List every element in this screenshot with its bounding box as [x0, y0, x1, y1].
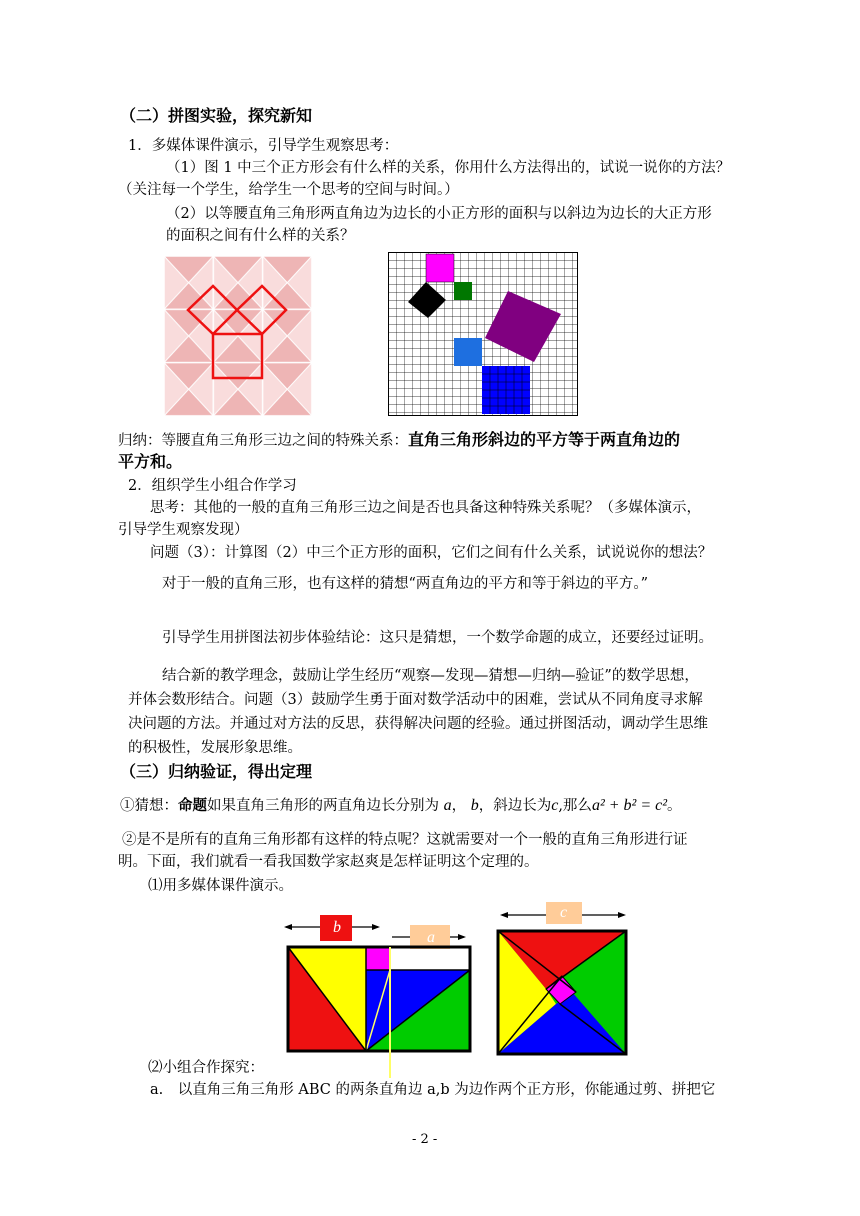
- var-b: b: [470, 797, 479, 814]
- guess-line: 对于一般的直角三形，也有这样的猜想“两直角边的平方和等于斜边的平方。”: [162, 576, 649, 592]
- label-c: c: [560, 904, 568, 921]
- figure-1-tile-pattern: [164, 256, 312, 416]
- paragraph-line-1: 结合新的教学理念，鼓励让学生经历“观察—发现—猜想—归纳—验证”的数学思想，: [162, 668, 699, 684]
- guide-line: 引导学生用拼图法初步体验结论：这只是猜想，一个数学命题的成立，还要经过证明。: [162, 630, 713, 646]
- summary-prefix: 归纳：等腰直角三角形三边之间的特殊关系：: [118, 433, 408, 449]
- label-b: b: [333, 919, 341, 936]
- conjecture-prefix: ①猜想：: [120, 798, 178, 814]
- think-line-1: 思考：其他的一般的直角三角形三边之间是否也具备这种特殊关系呢？（多媒体演示，: [150, 500, 701, 516]
- formula: a² + b² = c²: [591, 797, 668, 814]
- paragraph-line-2: 并体会数形结合。问题（3）鼓励学生勇于面对数学活动中的困难，尝试从不同角度寻求解: [128, 692, 703, 708]
- figure-2-grid-squares: [388, 252, 578, 416]
- demo-line: ⑴用多媒体课件演示。: [148, 878, 293, 894]
- conjecture-line: [120, 796, 682, 816]
- label-a: a: [427, 929, 435, 946]
- question-line-1: ②是不是所有的直角三角形都有这样的特点呢？这就需要对一个一般的直角三角形进行证: [122, 832, 688, 848]
- item-2: 2．组织学生小组合作学习: [128, 478, 297, 494]
- think-line-2: 引导学生观察发现）: [118, 522, 249, 538]
- section-heading-2: （二）拼图实验，探究新知: [120, 106, 313, 125]
- item-a-line: a. 以直角三角三角形 ABC 的两条直角边 a,b 为边作两个正方形，你能通过剪、拼把它: [150, 1082, 716, 1098]
- var-c: c: [551, 797, 559, 814]
- summary-line-1: [118, 430, 680, 451]
- conjecture-bold: 命题: [178, 797, 207, 814]
- summary-line-2: 平方和。: [118, 452, 183, 471]
- group-line: ⑵小组合作探究：: [148, 1060, 264, 1076]
- item-1: 1．多媒体课件演示，引导学生观察思考：: [128, 138, 399, 154]
- question-line-2: 明。下面，我们就看一看我国数学家赵爽是怎样证明这个定理的。: [118, 854, 539, 870]
- sep-1: ，: [451, 798, 467, 814]
- var-a: a: [443, 797, 452, 814]
- section-heading-3: （三）归纳验证，得出定理: [120, 762, 313, 781]
- conjecture-text: 如果直角三角形的两直角边长分别为: [207, 798, 439, 814]
- summary-bold: 直角三角形斜边的平方等于两直角边的: [408, 430, 681, 449]
- period: 。: [667, 798, 682, 814]
- question-1-line-1: （1）图 1 中三个正方形会有什么样的关系，你用什么方法得出的，试说一说你的方法？: [166, 160, 731, 176]
- page-number: - 2 -: [412, 1132, 438, 1147]
- conjecture-text-2: ，斜边长为: [478, 798, 552, 814]
- question-2-line-1: （2）以等腰直角三角形两直角边为边长的小正方形的面积与以斜边为边长的大正方形: [166, 206, 712, 222]
- question-3: 问题（3）：计算图（2）中三个正方形的面积，它们之间有什么关系，试说说你的想法？: [150, 545, 713, 561]
- question-2-line-2: 的面积之间有什么样的关系？: [166, 228, 355, 244]
- question-1-line-2: （关注每一个学生，给学生一个思考的空间与时间。）: [118, 182, 459, 198]
- paragraph-line-4: 的积极性，发展形象思维。: [128, 740, 302, 756]
- conjecture-text-3: ,那么: [558, 798, 592, 814]
- paragraph-line-3: 决问题的方法。并通过对方法的反思，获得解决问题的经验。通过拼图活动，调动学生思维: [128, 716, 708, 732]
